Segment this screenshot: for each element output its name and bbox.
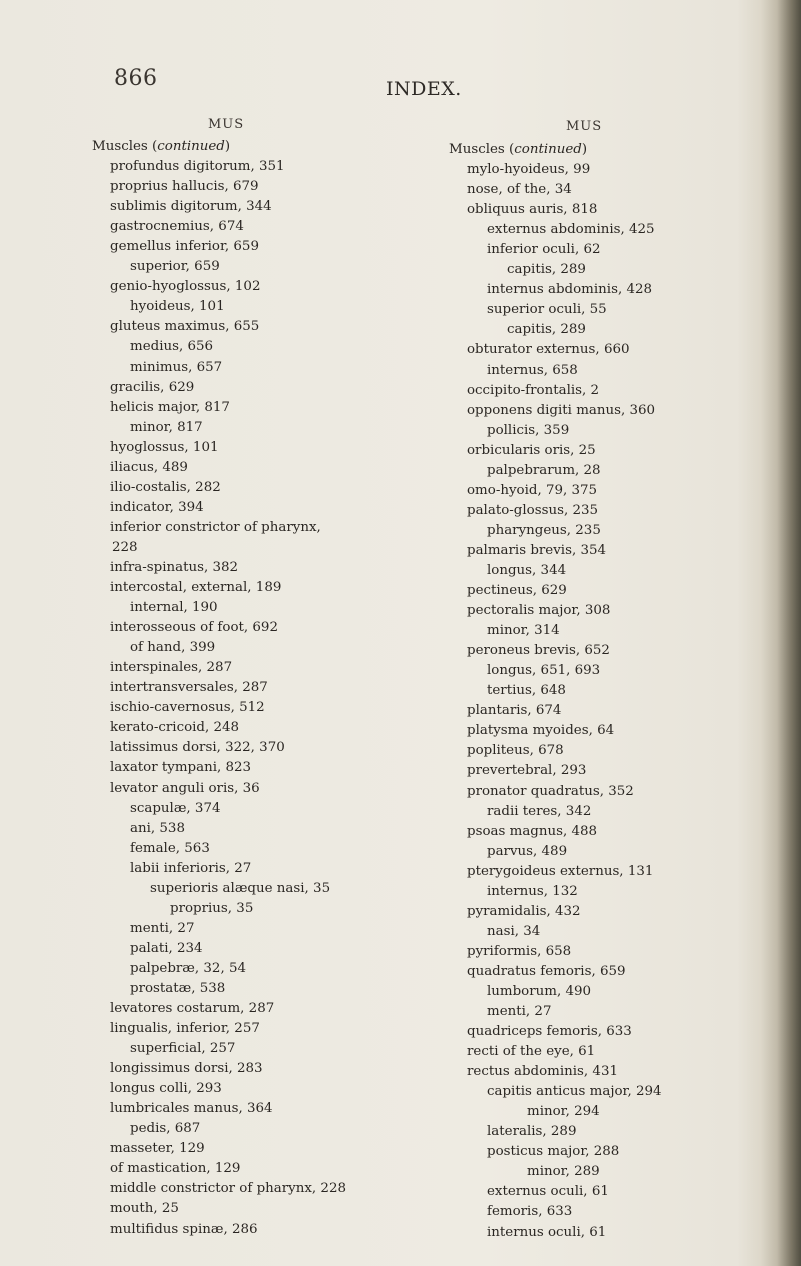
index-entry xyxy=(449,802,662,822)
index-entry xyxy=(449,882,662,902)
index-entry-text: menti, 27 xyxy=(487,1004,552,1020)
index-entry-text: palmaris brevis, 354 xyxy=(467,542,607,558)
index-entry xyxy=(449,220,662,240)
left-column-heading: MUS xyxy=(208,117,245,132)
index-entry-text: pollicis, 359 xyxy=(487,422,570,438)
index-entry-text: intertransversales, 287 xyxy=(110,680,268,696)
index-entry xyxy=(449,982,662,1002)
index-entry-text: pedis, 687 xyxy=(130,1121,201,1137)
index-entry xyxy=(92,1220,346,1240)
index-entry xyxy=(449,782,662,802)
index-entry xyxy=(92,618,346,638)
index-entry-tail: ) xyxy=(581,142,588,157)
index-entry-text: radii teres, 342 xyxy=(487,803,592,819)
index-entry-text: superior oculi, 55 xyxy=(487,302,607,318)
index-entry xyxy=(449,340,662,360)
index-entry-text: ani, 538 xyxy=(130,820,185,836)
running-head: INDEX. xyxy=(386,78,462,100)
index-entry xyxy=(92,297,346,317)
index-entry-text: pectineus, 629 xyxy=(467,583,567,599)
index-entry-text: minor, 294 xyxy=(527,1104,600,1120)
index-entry xyxy=(92,197,346,217)
index-entry-text: profundus digitorum, 351 xyxy=(110,159,285,175)
index-entry-text: capitis anticus major, 294 xyxy=(487,1084,662,1100)
index-entry xyxy=(92,899,346,919)
index-entry xyxy=(92,498,346,518)
index-entry xyxy=(449,581,662,601)
index-entry xyxy=(92,698,346,718)
index-entry-text: masseter, 129 xyxy=(110,1141,205,1157)
index-entry-text: helicis major, 817 xyxy=(110,399,230,415)
index-entry xyxy=(92,478,346,498)
index-entry-text: internus, 658 xyxy=(487,362,578,378)
index-entry-text: infra-spinatus, 382 xyxy=(110,559,239,575)
index-entry-text: intercostal, external, 189 xyxy=(110,580,282,596)
index-entry xyxy=(92,257,346,277)
index-entry xyxy=(92,358,346,378)
index-entry-text: externus oculi, 61 xyxy=(487,1184,609,1200)
index-entry xyxy=(92,598,346,618)
index-entry xyxy=(92,578,346,598)
index-entry-text: mouth, 25 xyxy=(110,1201,179,1217)
index-entry-text: ischio-cavernosus, 512 xyxy=(110,700,265,716)
index-entry xyxy=(92,779,346,799)
index-entry-text: superioris alæque nasi, 35 xyxy=(150,880,331,896)
index-entry xyxy=(449,160,662,180)
index-entry xyxy=(449,601,662,621)
index-entry-text: female, 563 xyxy=(130,840,210,856)
index-entry-text: prevertebral, 293 xyxy=(467,763,587,779)
index-entry-text: interosseous of foot, 692 xyxy=(110,620,278,636)
index-entry-text: 228 xyxy=(112,539,138,555)
index-entry-text: mylo-hyoideus, 99 xyxy=(467,162,591,178)
index-entry-text: plantaris, 674 xyxy=(467,703,562,719)
index-entry xyxy=(449,1223,662,1243)
index-entry-text: of mastication, 129 xyxy=(110,1161,241,1177)
index-entry xyxy=(92,839,346,859)
index-entry xyxy=(449,140,662,160)
index-entry-text: labii inferioris, 27 xyxy=(130,860,252,876)
index-entry-text: longissimus dorsi, 283 xyxy=(110,1061,263,1077)
index-entry xyxy=(449,661,662,681)
index-entry xyxy=(92,638,346,658)
index-entry xyxy=(92,217,346,237)
index-entry xyxy=(92,879,346,899)
index-entry-text: hyoideus, 101 xyxy=(130,299,225,315)
index-entry-text: nose, of the, 34 xyxy=(467,182,572,198)
index-entry xyxy=(92,1119,346,1139)
index-entry-text: palati, 234 xyxy=(130,940,203,956)
index-entry xyxy=(92,317,346,337)
index-entry-text: genio-hyoglossus, 102 xyxy=(110,279,261,295)
index-entry-text: lumborum, 490 xyxy=(487,983,592,999)
index-entry xyxy=(92,859,346,879)
index-entry xyxy=(449,561,662,581)
index-entry xyxy=(449,1102,662,1122)
index-entry xyxy=(92,538,346,558)
index-entry-text: tertius, 648 xyxy=(487,683,566,699)
right-index-column xyxy=(449,140,662,1243)
index-entry xyxy=(449,922,662,942)
index-entry-text: latissimus dorsi, 322, 370 xyxy=(110,740,285,756)
index-entry xyxy=(449,721,662,741)
index-entry-text: levator anguli oris, 36 xyxy=(110,780,260,796)
index-entry xyxy=(92,398,346,418)
index-entry xyxy=(449,1202,662,1222)
index-entry-text: inferior oculi, 62 xyxy=(487,242,601,258)
index-entry-text: capitis, 289 xyxy=(507,322,586,338)
index-entry xyxy=(92,678,346,698)
index-entry-text: ilio-costalis, 282 xyxy=(110,479,221,495)
index-entry xyxy=(449,501,662,521)
index-entry-text: popliteus, 678 xyxy=(467,743,564,759)
index-entry-text: lingualis, inferior, 257 xyxy=(110,1021,260,1037)
index-entry xyxy=(92,758,346,778)
index-entry-text: pharyngeus, 235 xyxy=(487,522,601,538)
index-entry-text: internus, 132 xyxy=(487,883,578,899)
index-entry-text: internal, 190 xyxy=(130,600,218,616)
index-entry-text: superior, 659 xyxy=(130,259,220,275)
index-entry xyxy=(449,521,662,541)
left-index-column xyxy=(92,137,346,1240)
index-entry-text: longus colli, 293 xyxy=(110,1081,222,1097)
index-entry xyxy=(92,137,346,157)
index-entry xyxy=(449,300,662,320)
index-entry xyxy=(92,738,346,758)
index-entry-text: rectus abdominis, 431 xyxy=(467,1064,618,1080)
index-entry-tail: ) xyxy=(224,139,231,154)
index-entry xyxy=(449,621,662,641)
index-entry-text: internus abdominis, 428 xyxy=(487,282,653,298)
index-entry-text: recti of the eye, 61 xyxy=(467,1044,596,1060)
index-entry-text: kerato-cricoid, 248 xyxy=(110,720,240,736)
index-entry xyxy=(449,1182,662,1202)
index-entry xyxy=(449,361,662,381)
index-entry-text: palpebræ, 32, 54 xyxy=(130,960,246,976)
index-entry xyxy=(92,1019,346,1039)
index-entry xyxy=(92,658,346,678)
index-entry xyxy=(92,1179,346,1199)
index-entry xyxy=(449,461,662,481)
index-entry xyxy=(449,1122,662,1142)
index-entry xyxy=(449,1162,662,1182)
index-entry xyxy=(92,979,346,999)
index-entry-text: proprius hallucis, 679 xyxy=(110,179,259,195)
index-entry xyxy=(92,819,346,839)
index-entry xyxy=(92,418,346,438)
index-entry xyxy=(92,999,346,1019)
index-entry-text: minor, 314 xyxy=(487,623,560,639)
index-entry xyxy=(449,320,662,340)
index-entry-text: Muscles ( xyxy=(92,139,158,154)
index-entry xyxy=(92,1099,346,1119)
index-entry-text: laxator tympani, 823 xyxy=(110,760,252,776)
index-entry xyxy=(92,1039,346,1059)
page-number: 866 xyxy=(114,66,158,91)
index-entry xyxy=(92,378,346,398)
index-entry-text: femoris, 633 xyxy=(487,1204,573,1220)
index-entry-text: hyoglossus, 101 xyxy=(110,439,219,455)
index-entry xyxy=(92,799,346,819)
index-entry-text: longus, 344 xyxy=(487,562,567,578)
index-entry-text: indicator, 394 xyxy=(110,499,204,515)
index-entry xyxy=(449,1022,662,1042)
index-entry xyxy=(449,862,662,882)
index-entry xyxy=(92,237,346,257)
index-entry-text: opponens digiti manus, 360 xyxy=(467,402,656,418)
index-entry-text: gemellus inferior, 659 xyxy=(110,239,259,255)
index-entry-italic: continued xyxy=(157,139,225,154)
index-entry xyxy=(449,741,662,761)
index-entry-text: menti, 27 xyxy=(130,920,195,936)
index-entry-text: minimus, 657 xyxy=(130,359,223,375)
index-entry-text: quadratus femoris, 659 xyxy=(467,963,626,979)
binding-shadow xyxy=(761,0,801,1266)
index-entry xyxy=(449,641,662,661)
index-entry xyxy=(449,441,662,461)
index-entry xyxy=(92,1079,346,1099)
index-entry xyxy=(449,401,662,421)
index-entry-text: platysma myoides, 64 xyxy=(467,723,615,739)
index-entry-text: scapulæ, 374 xyxy=(130,800,221,816)
index-entry-text: inferior constrictor of pharynx, xyxy=(110,519,321,535)
index-entry-text: nasi, 34 xyxy=(487,923,541,939)
index-entry-text: pyriformis, 658 xyxy=(467,943,572,959)
index-entry-text: gastrocnemius, 674 xyxy=(110,219,244,235)
index-entry xyxy=(449,681,662,701)
index-entry-text: of hand, 399 xyxy=(130,640,216,656)
index-entry-text: internus oculi, 61 xyxy=(487,1224,607,1240)
index-entry xyxy=(449,481,662,501)
index-entry xyxy=(449,200,662,220)
index-entry-text: externus abdominis, 425 xyxy=(487,222,655,238)
index-entry-text: prostatæ, 538 xyxy=(130,980,226,996)
index-entry-italic: continued xyxy=(514,142,582,157)
index-entry-text: interspinales, 287 xyxy=(110,660,233,676)
index-entry-text: orbicularis oris, 25 xyxy=(467,442,596,458)
index-entry xyxy=(449,942,662,962)
index-entry xyxy=(92,558,346,578)
index-entry xyxy=(449,701,662,721)
index-entry-text: proprius, 35 xyxy=(170,900,254,916)
index-entry xyxy=(92,337,346,357)
index-entry xyxy=(449,761,662,781)
index-entry xyxy=(449,962,662,982)
index-entry-text: parvus, 489 xyxy=(487,843,568,859)
index-entry xyxy=(92,919,346,939)
index-entry xyxy=(92,718,346,738)
index-entry xyxy=(449,240,662,260)
index-entry xyxy=(92,1059,346,1079)
index-entry-text: pyramidalis, 432 xyxy=(467,903,581,919)
index-entry-text: gluteus maximus, 655 xyxy=(110,319,260,335)
index-entry-text: obliquus auris, 818 xyxy=(467,202,598,218)
index-entry xyxy=(449,180,662,200)
index-entry-text: iliacus, 489 xyxy=(110,459,188,475)
index-entry xyxy=(92,1199,346,1219)
index-entry xyxy=(449,280,662,300)
index-entry-text: occipito-frontalis, 2 xyxy=(467,382,600,398)
index-entry xyxy=(449,541,662,561)
index-entry xyxy=(449,1082,662,1102)
index-entry xyxy=(449,1002,662,1022)
index-entry-text: middle constrictor of pharynx, 228 xyxy=(110,1181,346,1197)
index-entry-text: sublimis digitorum, 344 xyxy=(110,199,272,215)
right-column-heading: MUS xyxy=(566,119,603,134)
index-entry-text: omo-hyoid, 79, 375 xyxy=(467,482,598,498)
index-entry-text: lateralis, 289 xyxy=(487,1124,577,1140)
index-entry-text: peroneus brevis, 652 xyxy=(467,643,610,659)
index-entry-text: lumbricales manus, 364 xyxy=(110,1101,273,1117)
index-entry xyxy=(92,157,346,177)
index-entry-text: pterygoideus externus, 131 xyxy=(467,863,654,879)
index-entry xyxy=(92,277,346,297)
index-entry xyxy=(92,438,346,458)
index-entry xyxy=(449,1142,662,1162)
index-entry-text: longus, 651, 693 xyxy=(487,663,601,679)
index-entry xyxy=(449,822,662,842)
index-entry-text: multifidus spinæ, 286 xyxy=(110,1221,258,1237)
index-entry-text: Muscles ( xyxy=(449,142,515,157)
index-entry-text: superficial, 257 xyxy=(130,1041,236,1057)
index-entry xyxy=(92,177,346,197)
index-entry-text: psoas magnus, 488 xyxy=(467,823,598,839)
index-entry xyxy=(449,1042,662,1062)
index-entry-text: capitis, 289 xyxy=(507,262,586,278)
index-entry-text: palato-glossus, 235 xyxy=(467,502,599,518)
index-entry xyxy=(92,959,346,979)
index-entry xyxy=(449,260,662,280)
index-entry-text: gracilis, 629 xyxy=(110,379,195,395)
index-entry xyxy=(449,421,662,441)
index-entry xyxy=(449,902,662,922)
index-entry-text: posticus major, 288 xyxy=(487,1144,620,1160)
index-entry-text: minor, 289 xyxy=(527,1164,600,1180)
index-entry-text: medius, 656 xyxy=(130,339,214,355)
index-entry-text: palpebrarum, 28 xyxy=(487,462,601,478)
index-entry xyxy=(449,842,662,862)
index-entry-text: obturator externus, 660 xyxy=(467,342,630,358)
index-entry xyxy=(92,518,346,538)
index-entry xyxy=(92,458,346,478)
index-entry xyxy=(449,381,662,401)
index-entry-text: pronator quadratus, 352 xyxy=(467,783,634,799)
index-entry xyxy=(449,1062,662,1082)
index-entry xyxy=(92,1159,346,1179)
index-entry-text: quadriceps femoris, 633 xyxy=(467,1024,632,1040)
index-entry-text: minor, 817 xyxy=(130,419,203,435)
index-entry xyxy=(92,939,346,959)
index-entry-text: levatores costarum, 287 xyxy=(110,1001,275,1017)
index-entry xyxy=(92,1139,346,1159)
index-entry-text: pectoralis major, 308 xyxy=(467,603,611,619)
